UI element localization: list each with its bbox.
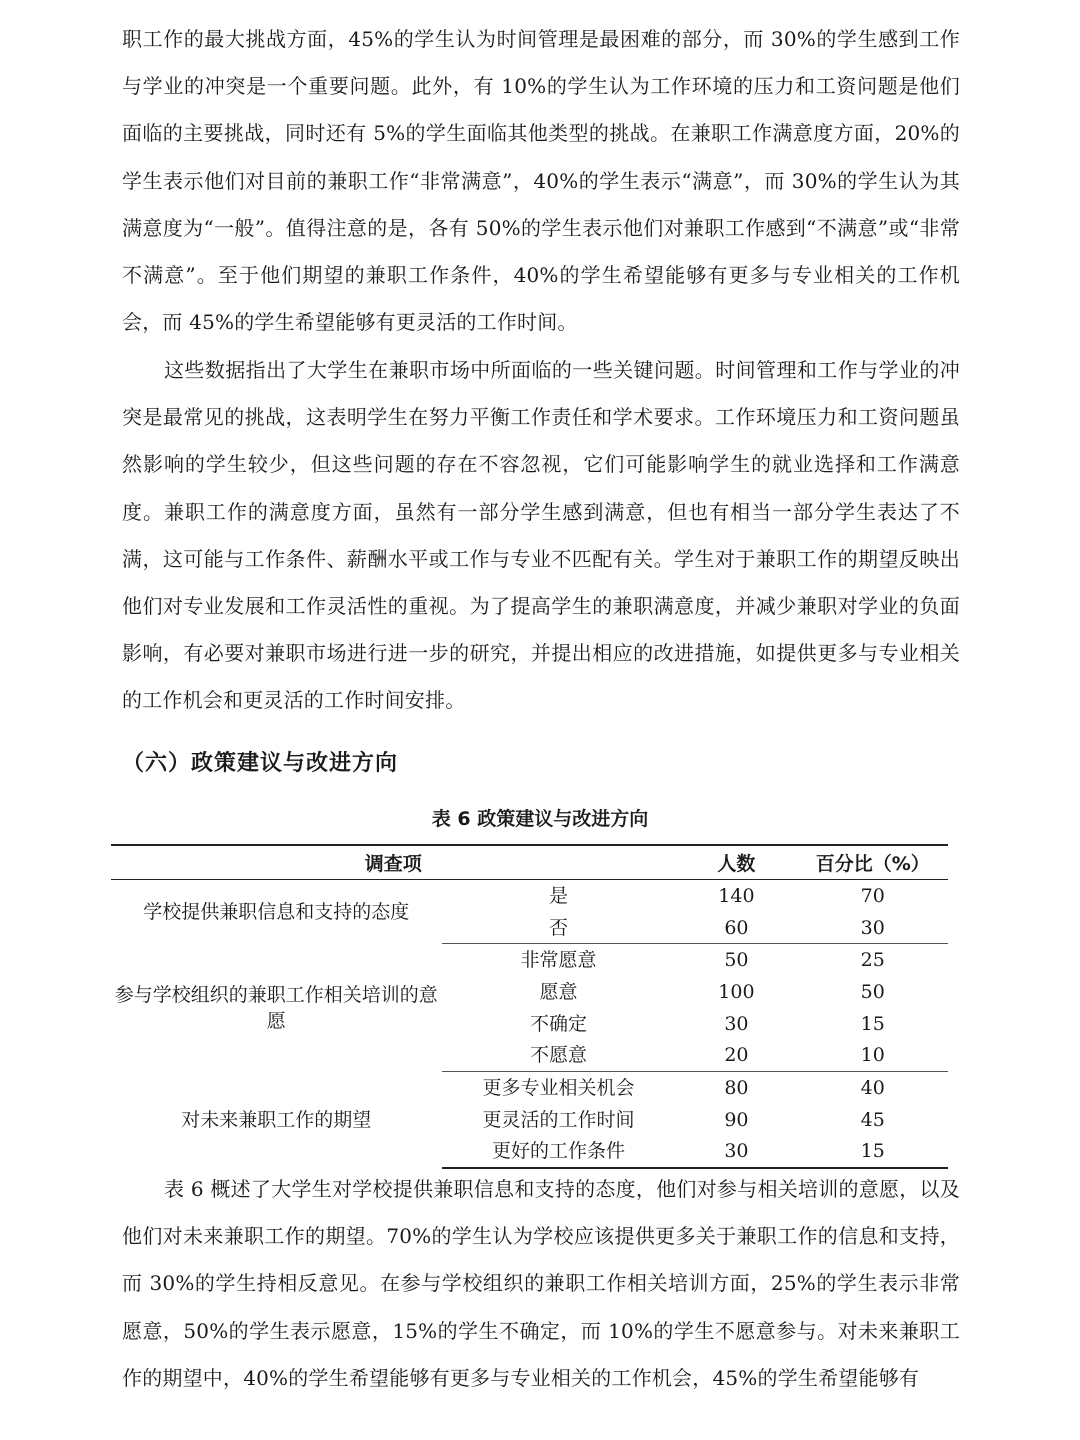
group-label: 对未来兼职工作的期望 [181,1108,372,1131]
percent-cell: 25 [860,949,885,972]
percent-cell: 70 [860,884,885,907]
table-row [111,880,948,912]
option-cell: 否 [442,912,676,944]
percent-cell: 15 [860,1012,885,1035]
percent-cell: 45 [860,1108,885,1131]
table-group-school-support [111,880,948,944]
option-cell: 愿意 [539,980,578,1003]
option-cell: 更多专业相关机会 [482,1076,635,1099]
percent-cell: 50 [860,980,885,1003]
section-heading: （六）政策建议与改进方向 [122,751,399,776]
group-label: 学校提供兼职信息和支持的态度 [143,900,410,923]
count-cell: 90 [724,1108,749,1131]
count-cell: 140 [718,884,755,907]
table-row [111,1072,948,1104]
table-row [111,944,948,976]
count-cell: 50 [724,949,749,972]
option-cell: 不愿意 [442,1039,676,1071]
percent-cell: 30 [797,912,948,944]
option-cell: 非常愿意 [520,949,597,972]
body-paragraph-3: 表 6 概述了大学生对学校提供兼职信息和支持的态度，他们对参与相关培训的意愿，以及他们对未来兼职工作的期望。70%的学生认为学校应该提供更多关于兼职工作的信息和支持，而 30%的学生持相反意见。在参与学校组织的兼职工作相关培训方面，25%的学生表示非常愿意，50%的学生表示愿意，15%的学生不确定，而 10%的学生不愿意参与。对未来兼职工作的期望中，40%的学生希望能够有更多与专业相关的工作机会，45%的学生希望能够有 [122,1177,960,1390]
percent-cell: 15 [797,1136,948,1169]
header-item: 调查项 [111,845,675,880]
count-cell: 20 [675,1039,797,1071]
option-cell: 是 [548,884,568,907]
table-header-row [111,845,948,880]
survey-table [111,844,948,1169]
count-cell: 80 [724,1076,749,1099]
header-percent: 百分比（%） [797,845,948,880]
option-cell: 更灵活的工作时间 [482,1108,635,1131]
group-label: 参与学校组织的兼职工作相关培训的意愿 [114,983,438,1032]
header-count: 人数 [675,845,797,880]
body-paragraph-1: 职工作的最大挑战方面，45%的学生认为时间管理是最困难的部分，而 30%的学生感到工作与学业的冲突是一个重要问题。此外，有 10%的学生认为工作环境的压力和工资问题是他们面临的主要挑战，同时还有 5%的学生面临其他类型的挑战。在兼职工作满意度方面，20%的学生表示他们对目前的兼职工作“非常满意”，40%的学生表示“满意”，而 30%的学生认为其满意度为“一般”。值得注意的是，各有 50%的学生表示他们对兼职工作感到“不满意”或“非常不满意”。至于他们期望的兼职工作条件，40%的学生希望能够有更多与专业相关的工作机会，而 45%的学生希望能够有更灵活的工作时间。 [122,27,960,335]
count-cell: 30 [724,1012,749,1035]
count-cell: 30 [675,1136,797,1169]
percent-cell: 40 [860,1076,885,1099]
table-group-training-willingness [111,944,948,1072]
table-group-future-expectations [111,1072,948,1169]
option-cell: 更好的工作条件 [442,1136,676,1169]
body-paragraph-2: 这些数据指出了大学生在兼职市场中所面临的一些关键问题。时间管理和工作与学业的冲突是最常见的挑战，这表明学生在努力平衡工作责任和学术要求。工作环境压力和工资问题虽然影响的学生较少，但这些问题的存在不容忽视，它们可能影响学生的就业选择和工作满意度。兼职工作的满意度方面，虽然有一部分学生感到满意，但也有相当一部分学生表达了不满，这可能与工作条件、薪酬水平或工作与专业不匹配有关。学生对于兼职工作的期望反映出他们对专业发展和工作灵活性的重视。为了提高学生的兼职满意度，并减少兼职对学业的负面影响，有必要对兼职市场进行进一步的研究，并提出相应的改进措施，如提供更多与专业相关的工作机会和更灵活的工作时间安排。 [122,358,960,713]
percent-cell: 10 [797,1039,948,1071]
option-cell: 不确定 [529,1012,587,1035]
count-cell: 100 [718,980,755,1003]
count-cell: 60 [675,912,797,944]
table-caption: 表 6 政策建议与改进方向 [431,808,649,830]
